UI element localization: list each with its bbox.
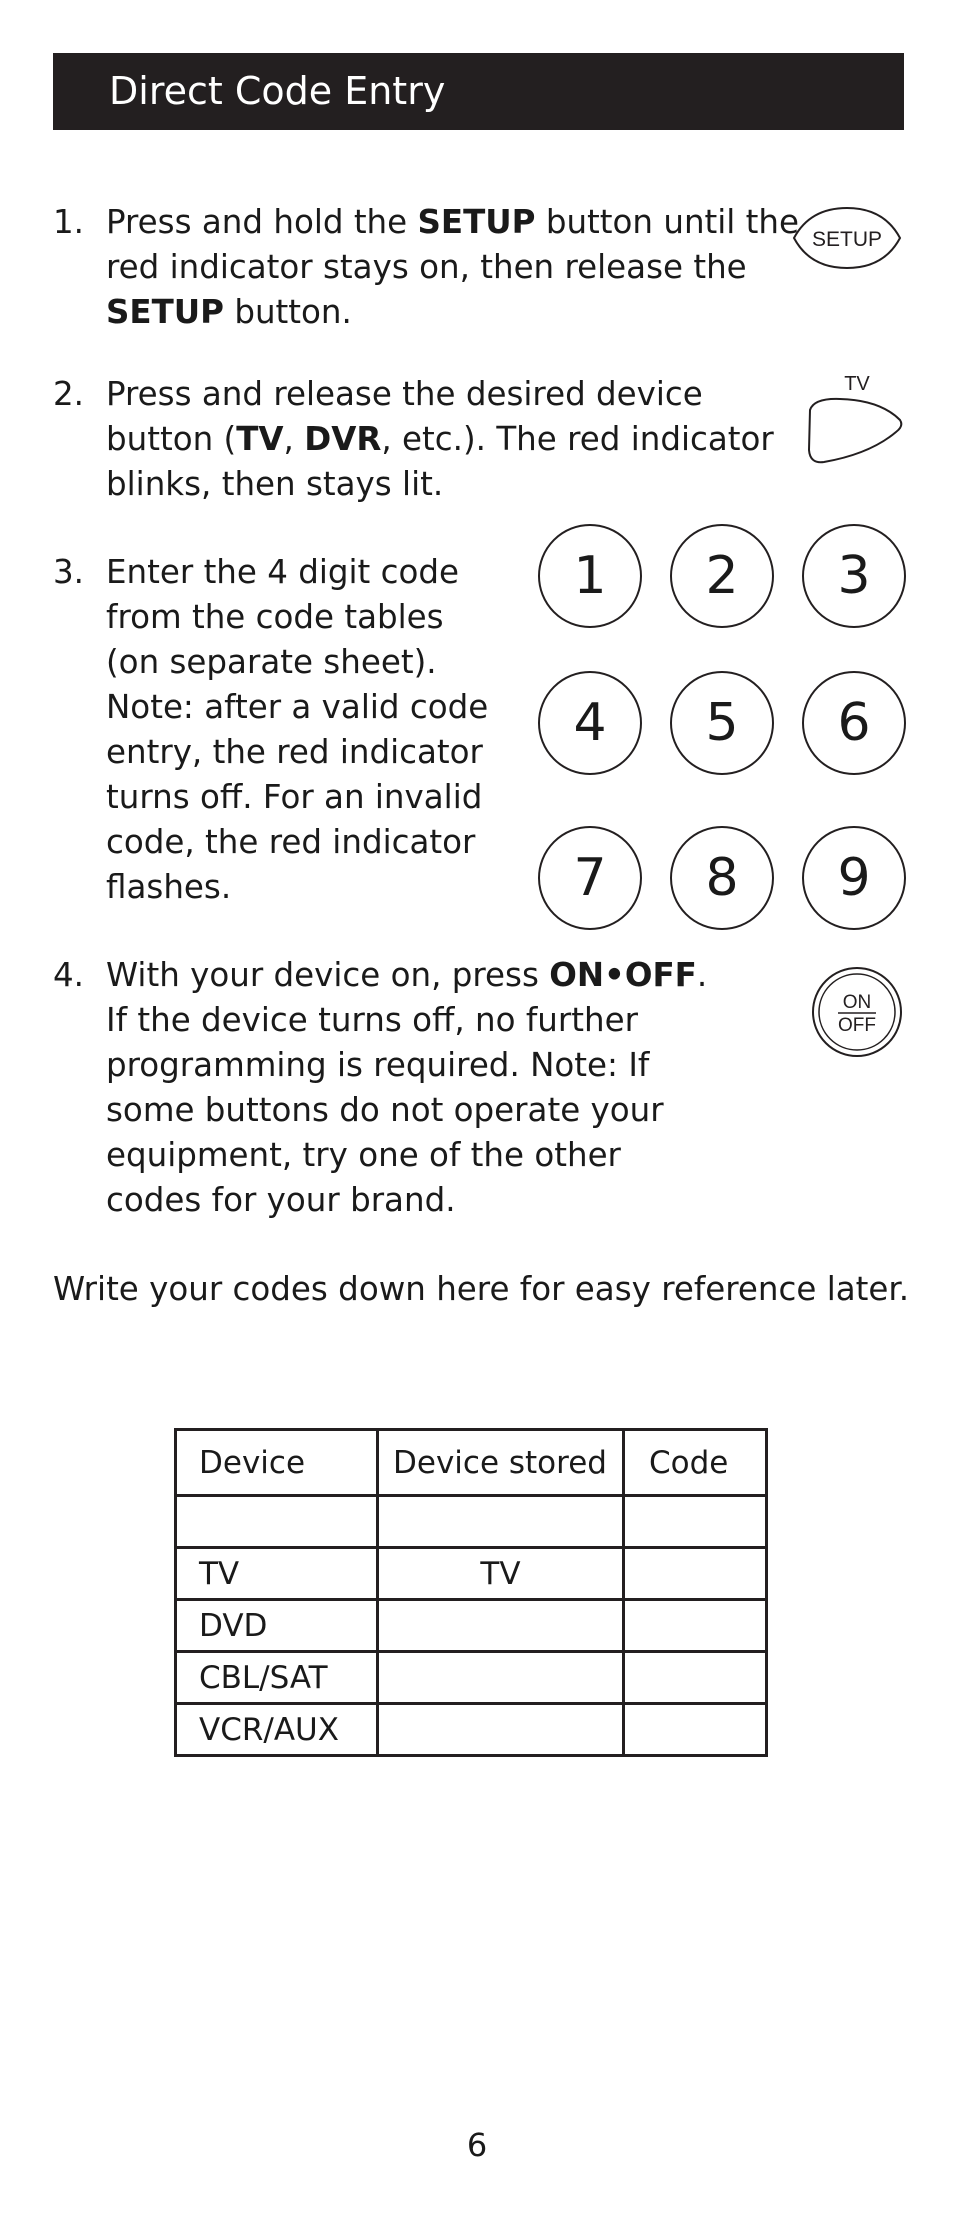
header-device: Device: [176, 1430, 378, 1496]
step-line: [106, 640, 488, 685]
step-line: [106, 245, 799, 290]
step-number: 2.: [53, 375, 85, 413]
key-3: 3: [802, 524, 906, 628]
key-7: 7: [538, 826, 642, 930]
number-keypad: [538, 524, 908, 934]
tv-button-label: TV: [844, 373, 870, 395]
text-run: equipment, try one of the other: [106, 1136, 621, 1174]
bold-term: ON•OFF: [549, 956, 697, 994]
text-run: (on separate sheet).: [106, 643, 437, 681]
text-run: code, the red indicator: [106, 823, 476, 861]
table-header-row: [176, 1430, 767, 1496]
table-row: [176, 1704, 767, 1756]
text-run: With your device on, press: [106, 956, 550, 994]
codes-table: [174, 1428, 768, 1757]
step-text: [106, 550, 488, 910]
on-off-button-icon: [810, 965, 904, 1059]
table-row: [176, 1548, 767, 1600]
text-run: Enter the 4 digit code: [106, 553, 460, 591]
text-run: red indicator stays on, then release the: [106, 248, 747, 286]
text-run: If the device turns off, no further: [106, 1001, 638, 1039]
step-line: [106, 372, 774, 417]
step-text: [106, 372, 774, 507]
section-title: Direct Code Entry: [109, 69, 446, 113]
table-cell[interactable]: [378, 1704, 624, 1756]
step-number: 3.: [53, 553, 85, 591]
text-run: Press and release the desired device: [106, 375, 703, 413]
step-line: [106, 820, 488, 865]
step-line: [106, 1043, 707, 1088]
codes-reference-note: Write your codes down here for easy reference later.: [53, 1270, 910, 1308]
step-line: [106, 953, 707, 998]
key-5: 5: [670, 671, 774, 775]
setup-button-label: SETUP: [811, 228, 883, 251]
tv-button-icon: [800, 370, 906, 466]
table-cell[interactable]: [624, 1548, 767, 1600]
text-run: turns off. For an invalid: [106, 778, 483, 816]
step-number: 4.: [53, 956, 85, 994]
table-cell[interactable]: [378, 1652, 624, 1704]
text-run: flashes.: [106, 868, 232, 906]
key-4: 4: [538, 671, 642, 775]
step-line: [106, 462, 774, 507]
step-line: [106, 595, 488, 640]
text-run: from the code tables: [106, 598, 444, 636]
text-run: button (: [106, 420, 237, 458]
section-header: [53, 53, 904, 130]
step-line: [106, 775, 488, 820]
step-line: [106, 1133, 707, 1178]
table-cell[interactable]: [624, 1496, 767, 1548]
text-run: .: [696, 956, 708, 994]
step-line: [106, 290, 799, 335]
step-line: [106, 200, 799, 245]
table-cell[interactable]: [176, 1496, 378, 1548]
text-run: , etc.). The red indicator: [381, 420, 774, 458]
step-line: [106, 1088, 707, 1133]
key-8: 8: [670, 826, 774, 930]
step-line: [106, 1178, 707, 1223]
step-number: 1.: [53, 203, 85, 241]
table-cell[interactable]: [378, 1600, 624, 1652]
key-1: 1: [538, 524, 642, 628]
table-cell: DVD: [176, 1600, 378, 1652]
table-cell[interactable]: [624, 1600, 767, 1652]
table-cell[interactable]: [624, 1652, 767, 1704]
text-run: button.: [224, 293, 352, 331]
text-run: ,: [283, 420, 305, 458]
key-6: 6: [802, 671, 906, 775]
bold-term: DVR: [304, 420, 382, 458]
page-number: 6: [466, 2126, 488, 2164]
bold-term: SETUP: [106, 293, 224, 331]
bold-term: TV: [236, 420, 284, 458]
table-row: [176, 1652, 767, 1704]
table-cell[interactable]: [378, 1496, 624, 1548]
table-row: [176, 1600, 767, 1652]
step-line: [106, 865, 488, 910]
step-text: [106, 200, 799, 335]
step-line: [106, 730, 488, 775]
off-label: OFF: [838, 1015, 876, 1036]
text-run: blinks, then stays lit.: [106, 465, 444, 503]
step-line: [106, 998, 707, 1043]
text-run: entry, the red indicator: [106, 733, 483, 771]
text-run: button until the: [535, 203, 800, 241]
step-line: [106, 685, 488, 730]
key-9: 9: [802, 826, 906, 930]
on-label: ON: [842, 992, 872, 1013]
text-run: codes for your brand.: [106, 1181, 456, 1219]
table-cell: VCR/AUX: [176, 1704, 378, 1756]
step-line: [106, 417, 774, 462]
table-cell: TV: [176, 1548, 378, 1600]
table-row: [176, 1496, 767, 1548]
step-text: [106, 953, 707, 1223]
table-cell: TV: [378, 1548, 624, 1600]
header-device-stored: Device stored: [378, 1430, 624, 1496]
text-run: Note: after a valid code: [106, 688, 489, 726]
key-2: 2: [670, 524, 774, 628]
header-code: Code: [624, 1430, 767, 1496]
text-run: Press and hold the: [106, 203, 418, 241]
setup-button-icon: [788, 204, 906, 272]
table-cell: CBL/SAT: [176, 1652, 378, 1704]
bold-term: SETUP: [417, 203, 536, 241]
text-run: some buttons do not operate your: [106, 1091, 664, 1129]
text-run: programming is required. Note: If: [106, 1046, 650, 1084]
table-cell[interactable]: [624, 1704, 767, 1756]
step-line: [106, 550, 488, 595]
